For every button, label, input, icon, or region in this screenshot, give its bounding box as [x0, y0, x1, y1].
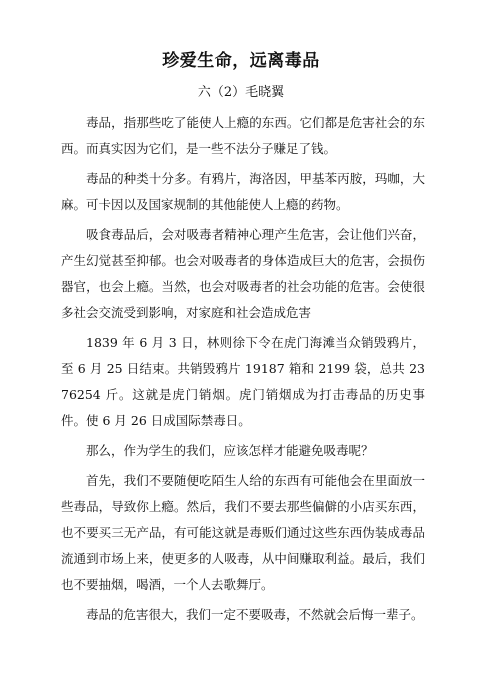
- paragraph: 毒品，指那些吃了能使人上瘾的东西。它们都是危害社会的东西。而真实因为它们，是一些不法分子赚足了钱。: [61, 115, 425, 156]
- paragraph: 毒品的种类十分多。有鸦片，海洛因，甲基苯丙胺，玛咖，大麻。可卡因以及国家规制的其他能使人上瘾的药物。: [61, 171, 425, 212]
- paragraph: 那么，作为学生的我们，应该怎样才能避免吸毒呢？: [86, 443, 374, 458]
- document-body: [61, 110, 425, 632]
- paragraph: 首先，我们不要随便吃陌生人给的东西有可能他会在里面放一些毒品，导致你上瘾。然后，我们不要去那些偏僻的小店买东西，也不要买三无产品，有可能这就是毒贩们通过这些东西伪装成毒品流通到市场上来，使更多的人吸毒，从中间赚取利益。最后，我们也不要抽烟，喝酒，一个人去歌舞厅。: [61, 473, 425, 592]
- document-title: 珍爱生命，远离毒品: [162, 51, 320, 71]
- paragraph: 1839 年 6 月 3 日，林则徐下令在虎门海滩当众销毁鸦片，至 6 月 25 日结束。共销毁鸦片 19187 箱和 2199 袋，总共 2376254 斤。这就是虎门销烟。虎门销烟成为打击毒品的历史事件。使 6 月 26 日成国际禁毒日。: [61, 335, 425, 428]
- paragraph: 毒品的危害很大，我们一定不要吸毒，不然就会后悔一辈子。: [86, 607, 424, 622]
- paragraph: 吸食毒品后，会对吸毒者精神心理产生危害，会让他们兴奋，产生幻觉甚至抑郁。也会对吸毒者的身体造成巨大的危害，会损伤器官，也会上瘾。当然，也会对吸毒者的社会功能的危害。会使很多社会交流受到影响，对家庭和社会造成危害: [61, 227, 425, 320]
- author-line: 六（2）毛晓翼: [197, 85, 285, 100]
